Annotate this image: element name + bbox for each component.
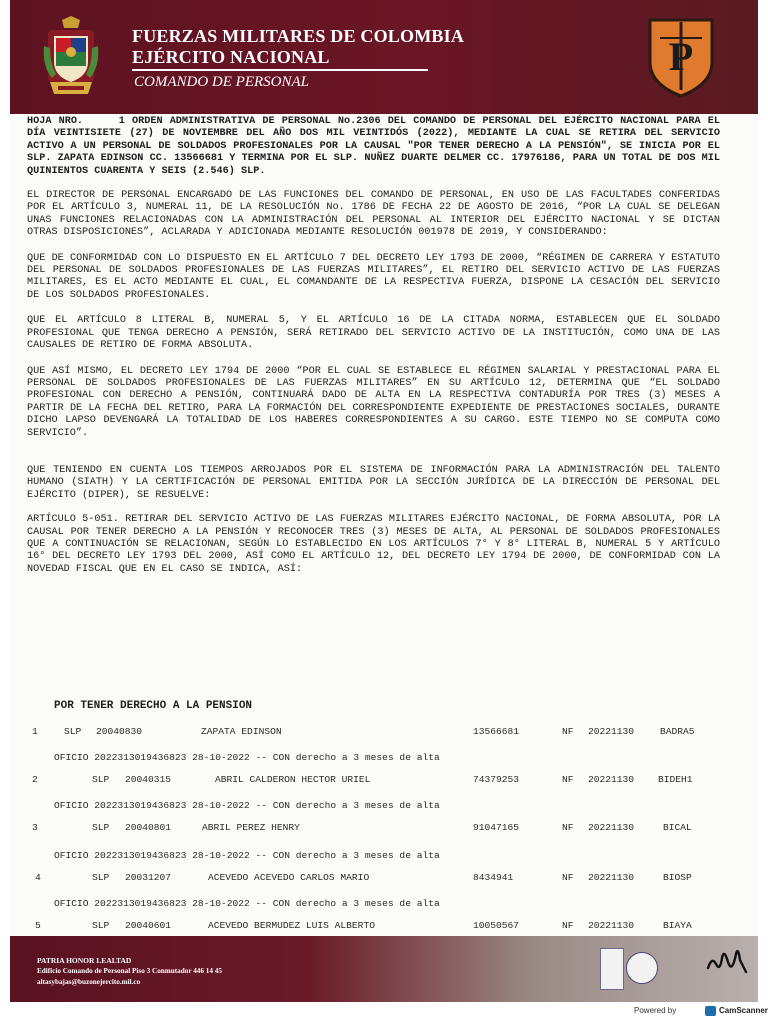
coat-of-arms-icon (42, 16, 100, 100)
entry-date: 20040830 (96, 726, 143, 737)
paragraph-article-5-051: ARTÍCULO 5-051. RETIRAR DEL SERVICIO ACTIVO DE LAS FUERZAS MILITARES EJÉRCITO NACIONAL, DE FORMA ABSOLUTA, POR LA CAUSAL POR TENER DERECHO A LA PENSIÓN Y RECONOCER TRES (3) MESES DE ALTA, AL PERSONAL DE SOLDADOS PROFESIONALES QUE A CONTINUACIÓN SE RELACIONAN, SEGÚN LO ESTABLECIDO EN LOS ARTÍCULOS 7° Y 8° LITERAL B, NUMERAL 5 Y ARTÍCULO 16° DEL DECRETO LEY 1793 DEL 2000, ASÍ COMO EL ARTÍCULO 12, DEL DECRETO LEY 1794 DE 2000, DE CONFORMIDAD CON LA NOVEDAD FISCAL QUE EN EL CASO SE INDICA, ASÍ: (27, 514, 727, 575)
entry-id: 10050567 (473, 920, 520, 931)
entry-fiscal-date: 20221130 (588, 872, 635, 883)
entry-id: 74379253 (473, 774, 520, 785)
personnel-shield-icon (646, 16, 716, 98)
entry-grade: SLP (92, 774, 110, 785)
entry-grade: SLP (92, 872, 110, 883)
entry-oficio: OFICIO 2022313019436823 28-10-2022 -- CON derecho a 3 meses de alta (54, 850, 440, 861)
entry-number: 1 (32, 726, 38, 737)
paragraph-decree-1794: QUE ASÍ MISMO, EL DECRETO LEY 1794 DE 2000 “POR EL CUAL SE ESTABLECE EL RÉGIMEN SALARIAL Y PRESTACIONAL PARA EL PERSONAL DE SOLDADOS PROFESIONALES DE LAS FUERZAS MILITARES” EN SU ARTÍCULO 12, DETERMINA QUE “EL SOLDADO PROFESIONAL CON DERECHO A PENSIÓN, CONTINUARÁ DADO DE ALTA EN LA RESPECTIVA CONTADURÍA POR TRES (3) MESES A PARTIR DE LA FECHA DEL RETIRO, PARA LA FORMACIÓN DEL CORRESPONDIENTE EXPEDIENTE DE PRESTACIONES SOCIALES, DURANTE DICHO LAPSO DEVENGARÁ LA TOTALIDAD DE LOS HABERES CORRESPONDIENTES A SU CARGO. ESTE TIEMPO NO SE COMPUTA COMO SERVICIO”. (27, 365, 727, 439)
quality-certification-icon (600, 948, 624, 990)
entry-date: 20040315 (125, 774, 172, 785)
entry-date: 20031207 (125, 872, 172, 883)
header-subtitle: COMANDO DE PERSONAL (134, 74, 309, 90)
entry-id: 91047165 (473, 822, 520, 833)
order-intro: HOJA NRO. 1 ORDEN ADMINISTRATIVA DE PERSONAL No.2306 DEL COMANDO DE PERSONAL DEL EJÉRCITO NACIONAL PARA EL DÍA VEINTISIETE (27) DE NOVIEMBRE DEL AÑO DOS MIL VEINTIDÓS (2022), MEDIANTE LA CUAL SE RETIRA DEL SERVICIO ACTIVO A UN PERSONAL DE SOLDADOS PROFESIONALES POR LA CAUSAL "POR TENER DERECHO A LA PENSIÓN", SE INICIA POR EL SLP. ZAPATA EDINSON CC. 13566681 Y TERMINA POR EL SLP. NUÑEZ DUARTE DELMER CC. 17976186, PARA UN TOTAL DE DOS MIL QUINIENTOS CUARENTA Y SEIS (2.546) SLP. (27, 116, 727, 177)
letterhead (10, 0, 758, 114)
entry-grade: SLP (92, 822, 110, 833)
list-item (10, 726, 758, 740)
entry-fiscal-date: 20221130 (588, 774, 635, 785)
footer-address: Edificio Comando de Personal Piso 3 Conmutador 446 14 45 (37, 967, 222, 975)
entry-number: 2 (32, 774, 38, 785)
entry-name: ZAPATA EDINSON (201, 726, 282, 737)
entry-unit-code: BADRA5 (660, 726, 695, 737)
powered-by-label: Powered by (634, 1006, 677, 1015)
entry-unit-code: BIDEH1 (658, 774, 693, 785)
paragraph-article-8: QUE EL ARTÍCULO 8 LITERAL B, NUMERAL 5, Y EL ARTÍCULO 16 DE LA CITADA NORMA, ESTABLECEN QUE EL SOLDADO PROFESIONAL QUE TENGA DERECHO A PENSIÓN, SERÁ RETIRADO DEL SERVICIO ACTIVO DE LA INSTITUCIÓN, COMO UNA DE LAS CAUSALES DE RETIRO DE FORMA ABSOLUTA. (27, 315, 727, 352)
entry-id: 13566681 (473, 726, 520, 737)
entry-nf: NF (562, 822, 574, 833)
document-body (27, 116, 727, 576)
list-item (10, 774, 758, 788)
footer-motto: PATRIA HONOR LEALTAD (37, 956, 132, 965)
entry-name: ABRIL PEREZ HENRY (202, 822, 300, 833)
institution-title (132, 26, 464, 68)
entry-name: ACEVEDO BERMUDEZ LUIS ALBERTO (208, 920, 375, 931)
camscanner-icon (705, 1006, 716, 1016)
entry-unit-code: BIOSP (663, 872, 692, 883)
certification-seal-icon (626, 952, 658, 984)
document-page (10, 0, 758, 1002)
entry-number: 5 (35, 920, 41, 931)
entry-date: 20040601 (125, 920, 172, 931)
header-divider (132, 69, 428, 71)
entry-number: 4 (35, 872, 41, 883)
entry-grade: SLP (92, 920, 110, 931)
entry-nf: NF (562, 872, 574, 883)
entry-fiscal-date: 20221130 (588, 920, 635, 931)
entry-number: 3 (32, 822, 38, 833)
entry-name: ABRIL CALDERON HECTOR URIEL (215, 774, 371, 785)
entry-nf: NF (562, 726, 574, 737)
footer-email: altasybajas@buzonejercito.mil.co (37, 978, 141, 986)
entry-oficio: OFICIO 2022313019436823 28-10-2022 -- CON derecho a 3 meses de alta (54, 800, 440, 811)
handwritten-signature (706, 942, 750, 978)
entry-fiscal-date: 20221130 (588, 726, 635, 737)
paragraph-authority: EL DIRECTOR DE PERSONAL ENCARGADO DE LAS FUNCIONES DEL COMANDO DE PERSONAL, EN USO DE LAS FACULTADES CONFERIDAS POR EL ARTÍCULO 3, NUMERAL 11, DE LA RESOLUCIÓN No. 1786 DE FECHA 22 DE AGOSTO DE 2016, “POR LA CUAL SE DELEGAN UNAS FUNCIONES RELACIONADAS CON LA ADMINISTRACIÓN DEL PERSONAL AL INTERIOR DEL EJÉRCITO NACIONAL Y SE DICTAN OTRAS DISPOSICIONES”, ACLARADA Y ADICIONADA MEDIANTE RESOLUCIÓN 001978 DE 2019, Y CONSIDERANDO: (27, 190, 727, 239)
paragraph-decree-1793: QUE DE CONFORMIDAD CON LO DISPUESTO EN EL ARTÍCULO 7 DEL DECRETO LEY 1793 DE 2000, “RÉGIMEN DE CARRERA Y ESTATUTO DEL PERSONAL DE SOLDADOS PROFESIONALES DE LAS FUERZAS MILITARES”, EL RETIRO DEL SERVICIO ACTIVO DE LAS FUERZAS MILITARES, ES EL ACTO MEDIANTE EL CUAL, EL COMANDANTE DE LA RESPECTIVA FUERZA, DISPONE LA CESACIÓN DEL SERVICIO DE LOS SOLDADOS PROFESIONALES. (27, 252, 727, 301)
list-item (10, 872, 758, 886)
entry-date: 20040801 (125, 822, 172, 833)
entry-nf: NF (562, 774, 574, 785)
list-title: POR TENER DERECHO A LA PENSION (54, 700, 253, 712)
entry-id: 8434941 (473, 872, 514, 883)
entry-unit-code: BICAL (663, 822, 692, 833)
title-line-1: FUERZAS MILITARES DE COLOMBIA (132, 26, 465, 46)
entry-unit-code: BIAYA (663, 920, 692, 931)
title-line-2: EJÉRCITO NACIONAL (132, 47, 330, 67)
entry-nf: NF (562, 920, 574, 931)
entry-name: ACEVEDO ACEVEDO CARLOS MARIO (208, 872, 370, 883)
camscanner-name: CamScanner (719, 1006, 768, 1015)
entry-oficio: OFICIO 2022313019436823 28-10-2022 -- CON derecho a 3 meses de alta (54, 898, 440, 909)
paragraph-resolve: QUE TENIENDO EN CUENTA LOS TIEMPOS ARROJADOS POR EL SISTEMA DE INFORMACIÓN PARA LA ADMINISTRACIÓN DEL TALENTO HUMANO (SIATH) Y LA CERTIFICACIÓN DE PERSONAL EMITIDA POR LA SECCIÓN JURÍDICA DE LA DIRECCIÓN DE PERSONAL DEL EJÉRCITO (DIPER), SE RESUELVE: (27, 464, 727, 501)
entry-oficio: OFICIO 2022313019436823 28-10-2022 -- CON derecho a 3 meses de alta (54, 752, 440, 763)
list-item (10, 822, 758, 836)
entry-grade: SLP (64, 726, 82, 737)
entry-fiscal-date: 20221130 (588, 822, 635, 833)
shield-letter: P (668, 34, 694, 79)
letterhead-footer (10, 936, 758, 1002)
list-item (10, 920, 758, 934)
